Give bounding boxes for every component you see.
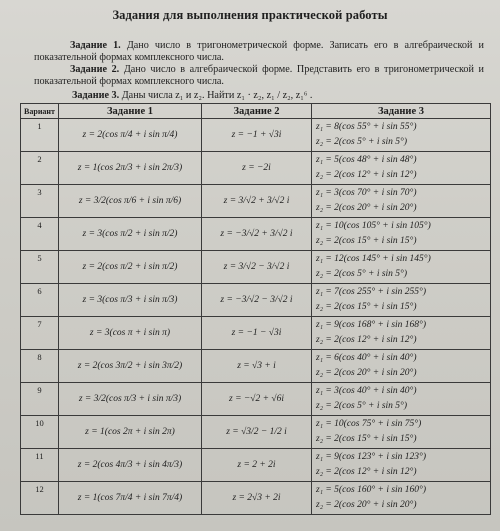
- z2-expression: z₂ = 2(cos 5° + i sin 5°): [316, 137, 408, 147]
- z1-expression: z₁ = 5(cos 160° + i sin 160°): [316, 485, 427, 495]
- variant-number: 6: [21, 284, 59, 317]
- task1-expression: z = 3/2(cos π/6 + i sin π/6): [59, 185, 202, 218]
- task3-paragraph: [72, 90, 312, 101]
- z2-expression: z₂ = 2(cos 12° + i sin 12°): [316, 467, 417, 477]
- task3-cell: [312, 482, 491, 515]
- header-task3: Задание 3: [312, 104, 491, 119]
- task1-expression: z = 1(cos 2π + i sin 2π): [59, 416, 202, 449]
- task2-expression: z = 3/√2 − 3/√2 i: [202, 251, 312, 284]
- task2-expression: z = 2√3 + 2i: [202, 482, 312, 515]
- variant-number: 11: [21, 449, 59, 482]
- task2-expression: z = −3/√2 − 3/√2 i: [202, 284, 312, 317]
- table-row: [21, 119, 491, 152]
- task1-expression: z = 3(cos π + i sin π): [59, 317, 202, 350]
- task3-cell: [312, 416, 491, 449]
- z2-expression: z₂ = 2(cos 15° + i sin 15°): [316, 302, 417, 312]
- task3-cell: [312, 449, 491, 482]
- z2-expression: z₂ = 2(cos 15° + i sin 15°): [316, 236, 417, 246]
- table-row: [21, 251, 491, 284]
- task1-expression: z = 2(cos π/4 + i sin π/4): [59, 119, 202, 152]
- task3-cell: [312, 185, 491, 218]
- header-task1: Задание 1: [59, 104, 202, 119]
- z1-expression: z₁ = 9(cos 168° + i sin 168°): [316, 320, 427, 330]
- table-row: [21, 152, 491, 185]
- variant-number: 9: [21, 383, 59, 416]
- table-row: [21, 350, 491, 383]
- task3-cell: [312, 152, 491, 185]
- z1-expression: z₁ = 3(cos 40° + i sin 40°): [316, 386, 417, 396]
- variant-number: 5: [21, 251, 59, 284]
- variants-table: [20, 103, 491, 515]
- variant-number: 7: [21, 317, 59, 350]
- task2-expression: z = −3/√2 + 3/√2 i: [202, 218, 312, 251]
- task2-expression: z = −2i: [202, 152, 312, 185]
- z2-expression: z₂ = 2(cos 20° + i sin 20°): [316, 500, 417, 510]
- task2-expression: z = −√2 + √6i: [202, 383, 312, 416]
- task1-expression: z = 3(cos π/3 + i sin π/3): [59, 284, 202, 317]
- task3-cell: [312, 218, 491, 251]
- task1-expression: z = 1(cos 2π/3 + i sin 2π/3): [59, 152, 202, 185]
- task3-cell: [312, 119, 491, 152]
- variant-number: 1: [21, 119, 59, 152]
- task2-expression: z = √3 + i: [202, 350, 312, 383]
- task1-text: Дано число в тригонометрической форме. Записать его в алгебраической и показательной формах комплексного числа.: [34, 40, 484, 63]
- task2-label: Задание 2.: [70, 64, 120, 75]
- task1-expression: z = 2(cos 3π/2 + i sin 3π/2): [59, 350, 202, 383]
- task1-expression: z = 2(cos π/2 + i sin π/2): [59, 251, 202, 284]
- z2-expression: z₂ = 2(cos 20° + i sin 20°): [316, 203, 417, 213]
- z2-expression: z₂ = 2(cos 20° + i sin 20°): [316, 368, 417, 378]
- table-row: [21, 416, 491, 449]
- page-title: Задания для выполнения практической работы: [112, 8, 388, 22]
- table-row: [21, 383, 491, 416]
- task2-paragraph: [34, 64, 484, 87]
- task3-label: Задание 3.: [72, 90, 120, 101]
- task2-expression: z = −1 − √3i: [202, 317, 312, 350]
- task3-cell: [312, 284, 491, 317]
- task1-expression: z = 1(cos 7π/4 + i sin 7π/4): [59, 482, 202, 515]
- table-header-row: [21, 104, 491, 119]
- table-row: [21, 482, 491, 515]
- variant-number: 8: [21, 350, 59, 383]
- table-row: [21, 218, 491, 251]
- task2-text: Дано число в алгебраической форме. Представить его в тригонометрической и показательной формах комплексного числа.: [34, 64, 485, 87]
- z1-expression: z₁ = 9(cos 123° + i sin 123°): [316, 452, 427, 462]
- task2-expression: z = 2 + 2i: [202, 449, 312, 482]
- task3-cell: [312, 251, 491, 284]
- task1-expression: z = 3(cos π/2 + i sin π/2): [59, 218, 202, 251]
- variant-number: 12: [21, 482, 59, 515]
- variant-number: 4: [21, 218, 59, 251]
- task1-expression: z = 3/2(cos π/3 + i sin π/3): [59, 383, 202, 416]
- z2-expression: z₂ = 2(cos 12° + i sin 12°): [316, 170, 417, 180]
- table-row: [21, 185, 491, 218]
- task3-text: Даны числа z₁ и z₂. Найти z₁ · z₂, z₁ / z₂, z₁⁶ .: [121, 90, 313, 101]
- table-row: [21, 284, 491, 317]
- variant-number: 10: [21, 416, 59, 449]
- z2-expression: z₂ = 2(cos 5° + i sin 5°): [316, 401, 408, 411]
- z2-expression: z₂ = 2(cos 5° + i sin 5°): [316, 269, 408, 279]
- task2-expression: z = −1 + √3i: [202, 119, 312, 152]
- variant-number: 2: [21, 152, 59, 185]
- task1-paragraph: [34, 40, 484, 63]
- header-variant: Вариант: [21, 104, 59, 119]
- z1-expression: z₁ = 5(cos 48° + i sin 48°): [316, 155, 417, 165]
- task3-cell: [312, 350, 491, 383]
- z1-expression: z₁ = 8(cos 55° + i sin 55°): [316, 122, 417, 132]
- z1-expression: z₁ = 6(cos 40° + i sin 40°): [316, 353, 417, 363]
- variant-number: 3: [21, 185, 59, 218]
- header-task2: Задание 2: [202, 104, 312, 119]
- z1-expression: z₁ = 10(cos 75° + i sin 75°): [316, 419, 422, 429]
- z1-expression: z₁ = 7(cos 255° + i sin 255°): [316, 287, 427, 297]
- z1-expression: z₁ = 10(cos 105° + i sin 105°): [316, 221, 431, 231]
- task1-expression: z = 2(cos 4π/3 + i sin 4π/3): [59, 449, 202, 482]
- task3-cell: [312, 317, 491, 350]
- task2-expression: z = √3/2 − 1/2 i: [202, 416, 312, 449]
- task2-expression: z = 3/√2 + 3/√2 i: [202, 185, 312, 218]
- z2-expression: z₂ = 2(cos 12° + i sin 12°): [316, 335, 417, 345]
- z1-expression: z₁ = 12(cos 145° + i sin 145°): [316, 254, 431, 264]
- task3-cell: [312, 383, 491, 416]
- table-row: [21, 449, 491, 482]
- z2-expression: z₂ = 2(cos 15° + i sin 15°): [316, 434, 417, 444]
- task1-label: Задание 1.: [70, 40, 121, 51]
- table-row: [21, 317, 491, 350]
- z1-expression: z₁ = 3(cos 70° + i sin 70°): [316, 188, 417, 198]
